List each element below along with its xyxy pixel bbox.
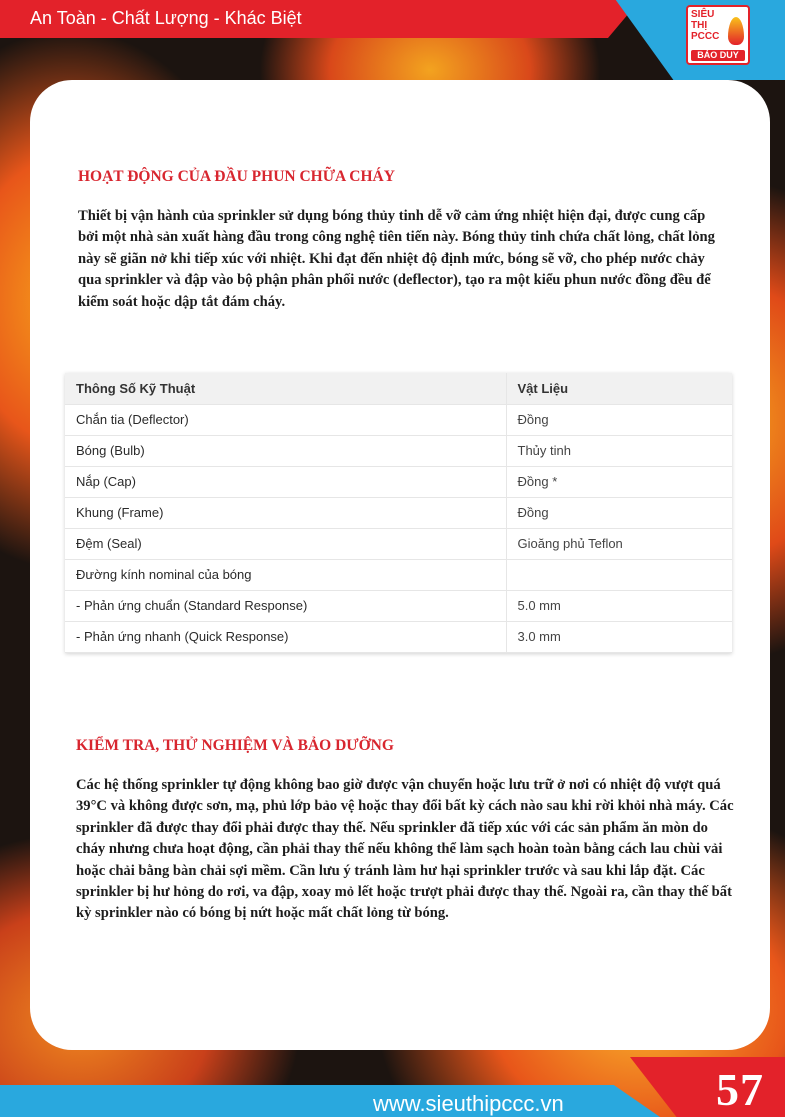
- section-title-operation: HOẠT ĐỘNG CỦA ĐẦU PHUN CHỮA CHÁY: [78, 168, 395, 185]
- section-title-maintenance: KIỂM TRA, THỬ NGHIỆM VÀ BẢO DƯỠNG: [76, 737, 394, 754]
- table-cell-material: Đồng: [506, 497, 732, 528]
- table-row: [65, 621, 732, 652]
- table-row: [65, 466, 732, 497]
- table-row: [65, 404, 732, 435]
- table-cell-spec: Khung (Frame): [65, 497, 506, 528]
- spec-table: [65, 373, 732, 653]
- table-cell-spec: Chắn tia (Deflector): [65, 404, 506, 435]
- logo-line-3: PCCC: [691, 31, 720, 42]
- table-cell-spec: Bóng (Bulb): [65, 435, 506, 466]
- header-slogan: An Toàn - Chất Lượng - Khác Biệt: [30, 8, 302, 28]
- table-cell-spec: Đường kính nominal của bóng: [65, 559, 506, 590]
- logo-line-4: BẢO DUY: [691, 50, 745, 61]
- table-cell-spec: - Phản ứng nhanh (Quick Response): [65, 621, 506, 652]
- logo-line-1: SIÊU: [691, 9, 715, 20]
- table-cell-spec: Nắp (Cap): [65, 466, 506, 497]
- logo-line-2: THỊ: [691, 20, 708, 31]
- table-cell-material: Gioăng phủ Teflon: [506, 528, 732, 559]
- table-row: [65, 435, 732, 466]
- table-header-material: Vật Liệu: [506, 373, 732, 404]
- content-card: [30, 80, 770, 1050]
- table-cell-material: 5.0 mm: [506, 590, 732, 621]
- table-row: [65, 528, 732, 559]
- table-cell-material: Đồng: [506, 404, 732, 435]
- website-link[interactable]: www.sieuthipccc.vn: [373, 1091, 564, 1116]
- table-row: [65, 559, 732, 590]
- table-cell-spec: Đệm (Seal): [65, 528, 506, 559]
- table-cell-material: 3.0 mm: [506, 621, 732, 652]
- table-row: [65, 590, 732, 621]
- table-row: [65, 497, 732, 528]
- section-body-maintenance: Các hệ thống sprinkler tự động không bao giờ được vận chuyển hoặc lưu trữ ở nơi có nhiệt độ vượt quá 39°C và không được sơn, mạ, phủ lớp bảo vệ hoặc thay đổi bất kỳ cách nào sau khi rời khỏi nhà máy. Các sprinkler đã được thay đổi phải được thay thế. Nếu sprinkler đã tiếp xúc với các sản phẩm ăn mòn do cháy nhưng chưa hoạt động, cần phải thay thế nếu không thể làm sạch hoàn toàn bằng cách lau chùi vải hoặc chải bằng bàn chải sợi mềm. Cần lưu ý tránh làm hư hại sprinkler trước và sau khi lắp đặt. Các sprinkler bị hư hỏng do rơi, va đập, xoay mỏ lết hoặc trượt phải được thay thế. Ngoài ra, cần thay thế bất kỳ sprinkler nào có bóng bị nứt hoặc mất chất lỏng từ bóng.: [76, 777, 734, 922]
- section-body-operation: Thiết bị vận hành của sprinkler sử dụng bóng thủy tinh dễ vỡ cảm ứng nhiệt hiện đại, được cung cấp bởi một nhà sản xuất hàng đầu trong công nghệ tiên tiến này. Bóng thủy tinh chứa chất lỏng, chất lỏng này sẽ giãn nở khi tiếp xúc với nhiệt. Khi đạt đến nhiệt độ định mức, bóng sẽ vỡ, cho phép nước chảy qua sprinkler và đập vào bộ phận phân phối nước (deflector), tạo ra một kiểu phun nước đồng đều để kiểm soát hoặc dập tắt đám cháy.: [78, 208, 715, 310]
- table-cell-material: [506, 559, 732, 590]
- table-header-row: [65, 373, 732, 404]
- brand-logo: [686, 5, 750, 65]
- page-number: 57: [716, 1064, 764, 1115]
- table-cell-spec: - Phản ứng chuẩn (Standard Response): [65, 590, 506, 621]
- table-header-spec: Thông Số Kỹ Thuật: [65, 373, 506, 404]
- table-cell-material: Đồng *: [506, 466, 732, 497]
- table-cell-material: Thủy tinh: [506, 435, 732, 466]
